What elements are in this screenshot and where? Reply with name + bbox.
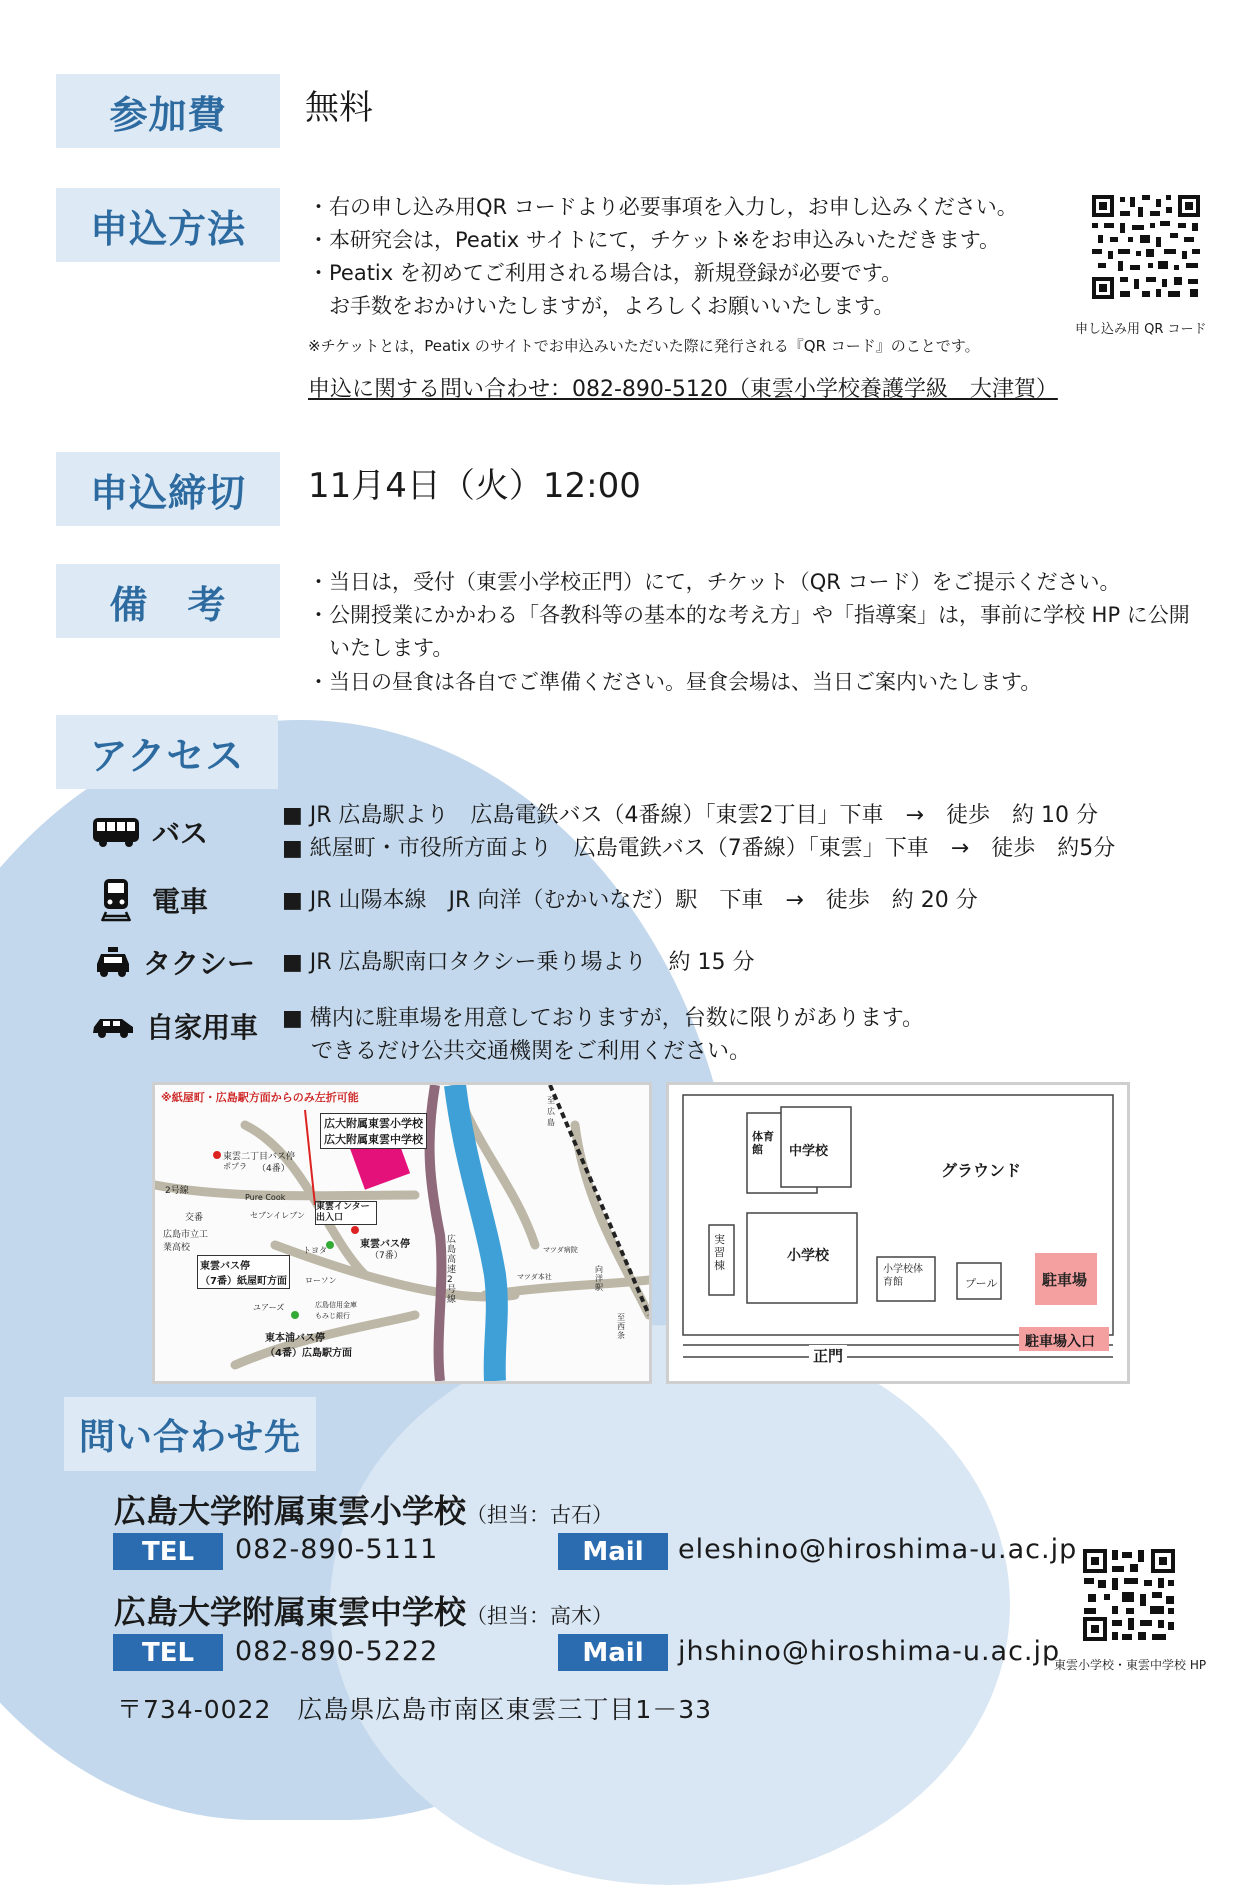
elementary-tel-label: TEL (113, 1533, 223, 1570)
car-icon (92, 1013, 134, 1039)
map-label-10: トヨタ (303, 1246, 327, 1255)
fee-label: 参加費 (56, 74, 280, 148)
junior-high-tel[interactable]: 082-890-5222 (235, 1636, 439, 1667)
car-line-2: できるだけ公共交通機関をご利用ください。 (282, 1039, 751, 1064)
access-car-row (92, 1006, 258, 1046)
junior-high-mail-label: Mail (558, 1634, 668, 1671)
map-school-label: 広大附属東雲小学校 広大附属東雲中学校 (320, 1113, 427, 1149)
map-label-13: ローソン (305, 1276, 337, 1285)
bus-line-2: ■ 紙屋町・市役所方面より 広島電鉄バス（7番線）「東雲」下車 → 徒歩 約5分 (282, 836, 1116, 861)
campus-label-4: 実習棟 (714, 1233, 725, 1272)
apply-qr-caption: 申し込み用 QR コード (1075, 322, 1207, 337)
remarks-line-2: ・公開授業にかかわる「各教科等の基本的な考え方」や「指導案」は，事前に学校 HP に公開 (308, 603, 1190, 627)
map-label-9: 広島市立工業高校 (163, 1230, 209, 1253)
map-label-16: 広島信用金庫 (315, 1301, 357, 1309)
remarks-line-4: ・当日の昼食は各自でご準備ください。昼食会場は、当日ご案内いたします。 (308, 670, 1042, 694)
map-label-15: ユアーズ (253, 1303, 285, 1312)
campus-label-8: 駐車場 (1042, 1271, 1088, 1289)
campus-label-9: 正門 (809, 1345, 847, 1366)
campus-label-7: プール (965, 1277, 998, 1290)
junior-high-tel-label: TEL (113, 1634, 223, 1671)
car-line-1: ■ 構内に駐車場を用意しておりますが，台数に限りがあります。 (282, 1006, 925, 1031)
map-label-23: 向洋駅 (595, 1265, 603, 1292)
area-map (152, 1082, 652, 1384)
map-label-7: 東雲インター出入口 (315, 1201, 377, 1225)
taxi-label: タクシー (143, 947, 256, 980)
elementary-tel[interactable]: 082-890-5111 (235, 1534, 439, 1565)
map-label-21: マツダ本社 (517, 1273, 552, 1281)
map-label-1: 東雲二丁目バス停 (223, 1152, 296, 1162)
map-label-4: 2号線 (165, 1186, 189, 1196)
elementary-school-person: （担当：古石） (466, 1503, 614, 1527)
map-label-11: 東雲バス停 (360, 1239, 410, 1250)
junior-high-school-person: （担当：高木） (466, 1604, 614, 1628)
apply-line-4: お手数をおかけいたしますが，よろしくお願いいたします。 (308, 294, 895, 318)
elementary-school-title: 広島大学附属東雲小学校 (114, 1492, 467, 1530)
address: 〒734-0022 広島県広島市南区東雲三丁目1－33 (117, 1695, 713, 1724)
junior-high-school-name (114, 1587, 613, 1633)
apply-qr-code[interactable] (1090, 193, 1202, 301)
campus-label-6: 小学校体育館 (883, 1264, 923, 1288)
access-bus-row (92, 812, 208, 852)
bus-line-1: ■ JR 広島駅より 広島電鉄バス（4番線）「東雲2丁目」下車 → 徒歩 約 10 分 (282, 803, 1098, 828)
school-hp-qr-caption: 東雲小学校・東雲中学校 HP (1054, 1658, 1207, 1672)
map-label-17: もみじ銀行 (315, 1312, 350, 1320)
map-label-14: 東雲バス停 （7番）紙屋町方面 (197, 1255, 290, 1289)
campus-map (666, 1082, 1130, 1384)
map-label-22: 至広島 (547, 1096, 555, 1127)
map-label-3: ポプラ (223, 1162, 247, 1171)
school-hp-qr-code[interactable] (1082, 1548, 1176, 1642)
contact-label: 問い合わせ先 (64, 1397, 316, 1471)
remarks-label: 備 考 (56, 564, 280, 638)
remarks-line-3: いたします。 (308, 636, 454, 660)
campus-label-3: グラウンド (941, 1161, 1022, 1180)
campus-label-5: 小学校 (787, 1248, 829, 1264)
campus-label-1: 体育館 (752, 1130, 774, 1156)
deadline-value: 11月4日（火）12:00 (308, 466, 641, 506)
elementary-mail-label: Mail (558, 1533, 668, 1570)
train-label: 電車 (152, 885, 209, 918)
map-label-6: セブンイレブン (250, 1211, 305, 1220)
elementary-mail[interactable]: eleshino@hiroshima-u.ac.jp (678, 1534, 1078, 1565)
bus-icon (92, 815, 140, 849)
apply-label: 申込方法 (56, 188, 280, 262)
map-label-19: 広島高速2号線 (447, 1235, 457, 1305)
fee-value: 無料 (305, 88, 373, 128)
elementary-school-name (114, 1486, 613, 1532)
junior-high-mail[interactable]: jhshino@hiroshima-u.ac.jp (678, 1636, 1061, 1667)
deadline-label: 申込締切 (56, 452, 280, 526)
map-label-18: 東本浦バス停 （4番）広島駅方面 (265, 1333, 352, 1359)
remarks-line-1: ・当日は，受付（東雲小学校正門）にて，チケット（QR コード）をご提示ください。 (308, 570, 1121, 594)
apply-line-2: ・本研究会は，Peatix サイトにて，チケット※をお申込みいただきます。 (308, 228, 1001, 252)
apply-inquiry: 申込に関する問い合わせ：082-890-5120（東雲小学校養護学級 大津賀） (308, 377, 1058, 402)
map-label-20: マツダ病院 (543, 1246, 578, 1254)
apply-line-1: ・右の申し込み用QR コードより必要事項を入力し，お申し込みください。 (308, 195, 1018, 219)
taxi-line-1: ■ JR 広島駅南口タクシー乗り場より 約 15 分 (282, 950, 755, 975)
apply-line-3: ・Peatix を初めてご利用される場合は，新規登録が必要です。 (308, 261, 903, 285)
apply-note: ※チケットとは，Peatix のサイトでお申込みいただいた際に発行される『QR コード』のことです。 (308, 337, 980, 355)
junior-high-school-title: 広島大学附属東雲中学校 (114, 1593, 467, 1631)
train-icon (100, 878, 132, 922)
access-taxi-row (95, 942, 255, 982)
map-label-2: （4番） (257, 1164, 290, 1174)
train-line-1: ■ JR 山陽本線 JR 向洋（むかいなだ）駅 下車 → 徒歩 約 20 分 (282, 888, 978, 913)
map-label-8: 交番 (185, 1213, 204, 1223)
campus-label-10: 駐車場入口 (1025, 1334, 1095, 1350)
access-label: アクセス (56, 715, 278, 789)
bus-label: バス (152, 817, 209, 850)
taxi-icon (95, 946, 131, 978)
map-label-12: （7番） (370, 1251, 403, 1261)
access-train-row (100, 878, 208, 922)
map-warning: ※紙屋町・広島駅方面からのみ左折可能 (161, 1091, 359, 1104)
map-label-5: Pure Cook (245, 1193, 286, 1202)
map-label-24: 至西条 (617, 1313, 625, 1340)
campus-label-2: 中学校 (789, 1144, 829, 1159)
car-label: 自家用車 (146, 1011, 259, 1044)
